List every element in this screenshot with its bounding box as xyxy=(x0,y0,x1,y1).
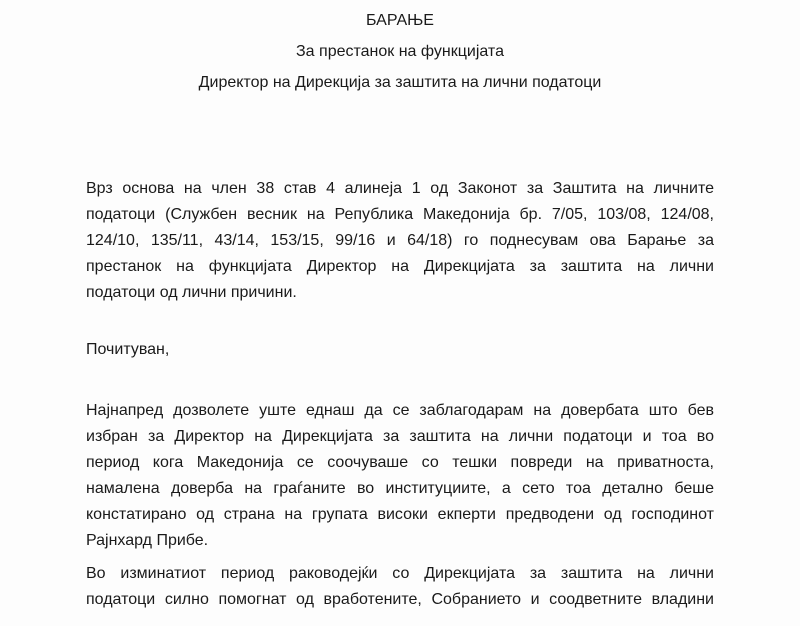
document-subtitle: За престанок на функцијата xyxy=(296,43,504,60)
paragraph-line: податоци силно помогнат од вработените, Собранието и соодветните владини xyxy=(86,591,714,608)
paragraph-thanks xyxy=(86,398,714,554)
paragraph-line: констатирано од страна на групата високи екперти предводени од господинот xyxy=(86,506,714,523)
paragraph-line: 124/10, 135/11, 43/14, 153/15, 99/16 и 64/18) го поднесувам ова Барање за xyxy=(86,232,714,249)
paragraph-legal-basis xyxy=(86,176,714,306)
paragraph-line: период кога Македонија се соочуваше со тешки повреди на приватноста, xyxy=(86,454,714,471)
paragraph-period xyxy=(86,561,714,613)
greeting xyxy=(86,337,714,363)
paragraph-line: Најнапред дозволете уште еднаш да се заблагодарам на довербата што бев xyxy=(86,402,714,419)
paragraph-line: избран за Директор на Дирекцијата за заштита на лични податоци и тоа во xyxy=(86,428,714,445)
paragraph-line: престанок на функцијата Директор на Дирекцијата за заштита на лични xyxy=(86,258,714,275)
paragraph-line: Во изминатиот период раководејќи со Дирекцијата за заштита на лични xyxy=(86,565,714,582)
paragraph-line: податоци од лични причини. xyxy=(86,284,297,301)
document-subtitle-2: Директор на Дирекција за заштита на лични податоци xyxy=(198,74,602,91)
document-title: БАРАЊЕ xyxy=(366,12,434,29)
greeting-text: Почитуван, xyxy=(86,341,170,358)
paragraph-line: Рајнхард Прибе. xyxy=(86,532,209,549)
paragraph-line: намалена доверба на граѓаните во институциите, а сето тоа детално беше xyxy=(86,480,714,497)
paragraph-line: Врз основа на член 38 став 4 алинеја 1 од Законот за Заштита на личните xyxy=(86,180,714,197)
paragraph-line: податоци (Службен весник на Република Македонија бр. 7/05, 103/08, 124/08, xyxy=(86,206,714,223)
